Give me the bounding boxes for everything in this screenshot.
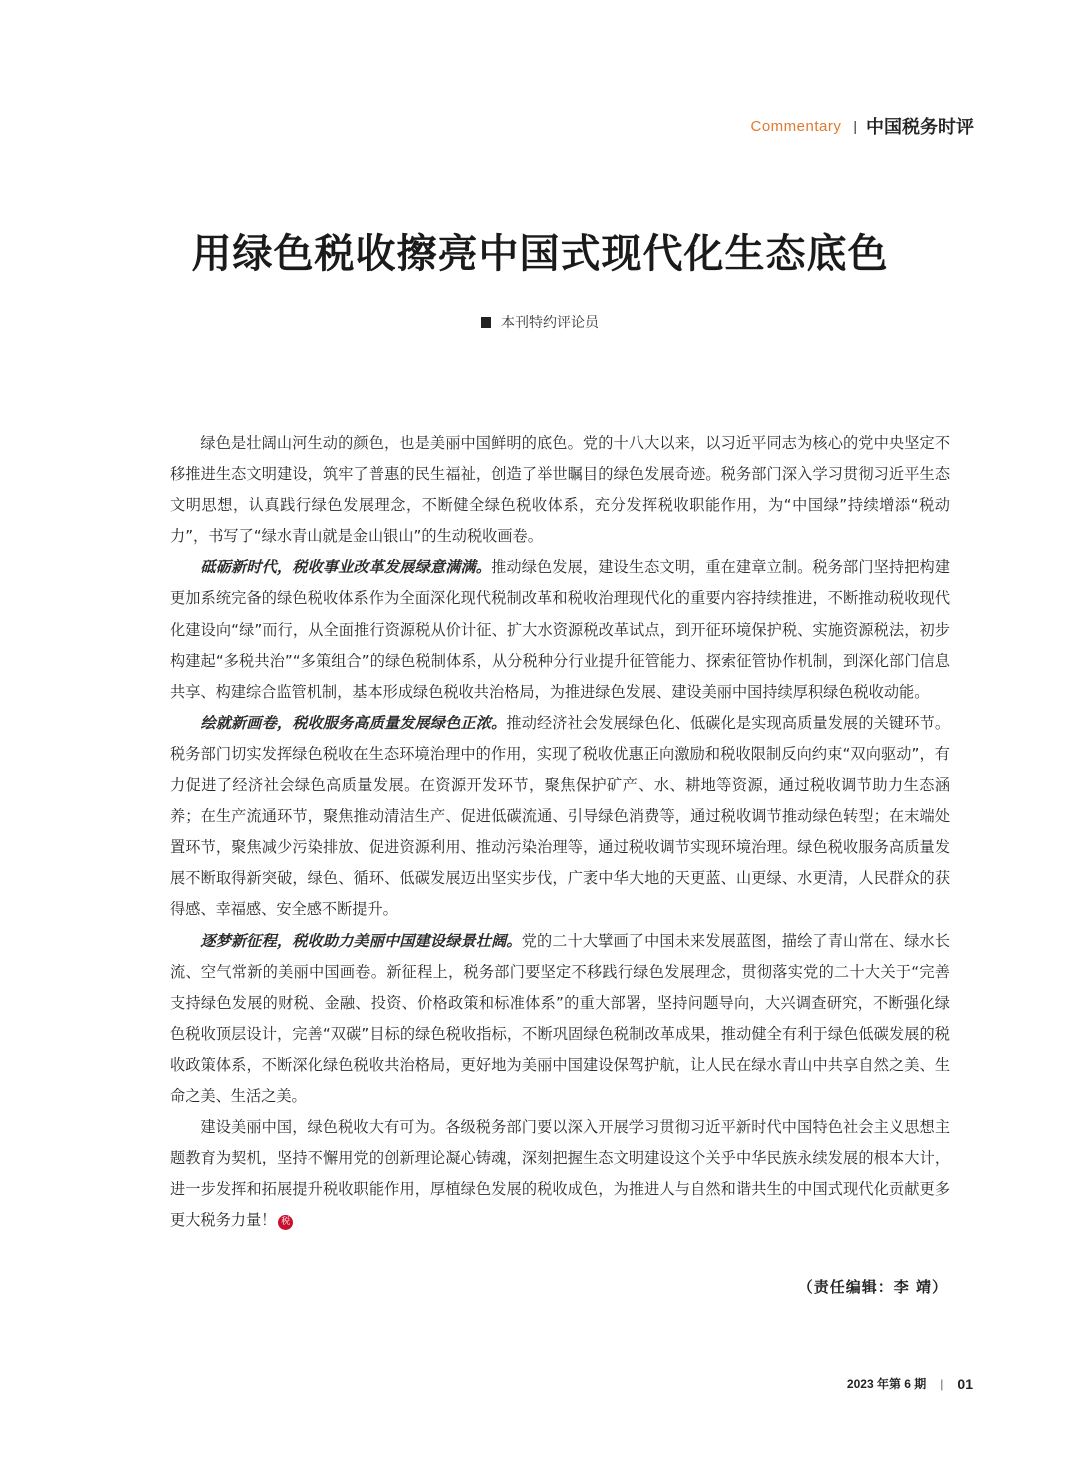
column-title: 中国税务时评 (866, 117, 974, 137)
byline-author: 本刊特约评论员 (501, 315, 599, 331)
paragraph-lead: 砥砺新时代，税收事业改革发展绿意满满。 (200, 558, 492, 577)
paragraph-text: 绿色是壮阔山河生动的颜色，也是美丽中国鲜明的底色。党的十八大以来，以习近平同志为核心的党中央坚定不移推进生态文明建设，筑牢了普惠的民生福祉，创造了举世瞩目的绿色发展奇迹。税务部门深入学习贯彻习近平生态文明思想，认真践行绿色发展理念，不断健全绿色税收体系，充分发挥税收职能作用，为“中国绿”持续增添“税动力”，书写了“绿水青山就是金山银山”的生动税收画卷。 (170, 434, 950, 546)
byline (0, 312, 1080, 332)
article-body (170, 428, 950, 1236)
paragraph-conclusion (170, 1112, 950, 1236)
header-separator: | (853, 118, 857, 134)
paragraph-lead: 绘就新画卷，税收服务高质量发展绿色正浓。 (200, 713, 507, 732)
paragraph-section (170, 552, 950, 707)
paragraph-section (170, 926, 950, 1113)
commentary-label: Commentary (750, 117, 842, 135)
page-number: 01 (957, 1375, 973, 1392)
paragraph-text: 建设美丽中国，绿色税收大有可为。各级税务部门要以深入开展学习贯彻习近平新时代中国特色社会主义思想主题教育为契机，坚持不懈用党的创新理论凝心铸魂，深刻把握生态文明建设这个关乎中华民族永续发展的根本大计，进一步发挥和拓展提升税收职能作用，厚植绿色发展的税收成色，为推进人与自然和谐共生的中国式现代化贡献更多更大税务力量！ (170, 1118, 950, 1230)
paragraph-lead: 逐梦新征程，税收助力美丽中国建设绿景壮阔。 (200, 931, 522, 950)
footer-separator: | (940, 1376, 944, 1391)
column-header (751, 113, 975, 139)
paragraph-intro (170, 428, 950, 552)
responsible-editor: （责任编辑：李 靖） (797, 1278, 948, 1296)
paragraph-text: 党的二十大擘画了中国未来发展蓝图，描绘了青山常在、绿水长流、空气常新的美丽中国画卷。新征程上，税务部门要坚定不移践行绿色发展理念，贯彻落实党的二十大关于“完善支持绿色发展的财税、金融、投资、价格政策和标准体系”的重大部署，坚持问题导向，大兴调查研究，不断强化绿色税收顶层设计，完善“双碳”目标的绿色税收指标，不断巩固绿色税制改革成果，推动健全有利于绿色低碳发展的税收政策体系，不断深化绿色税收共治格局，更好地为美丽中国建设保驾护航，让人民在绿水青山中共享自然之美、生命之美、生活之美。 (170, 931, 951, 1105)
issue-number: 2023 年第 6 期 (846, 1377, 927, 1391)
paragraph-section (170, 708, 950, 926)
article-title: 用绿色税收擦亮中国式现代化生态底色 (191, 230, 889, 277)
paragraph-text: 推动绿色发展，建设生态文明，重在建章立制。税务部门坚持把构建更加系统完备的绿色税收体系作为全面深化现代税制改革和税收治理现代化的重要内容持续推进，不断推动税收现代化建设向“绿”而行，从全面推行资源税从价计征、扩大水资源税改革试点，到开征环境保护税、实施资源税法，初步构建起“多税共治”“多策组合”的绿色税制体系，从分税种分行业提升征管能力、探索征管协作机制，到深化部门信息共享、构建综合监管机制，基本形成绿色税收共治格局，为推进绿色发展、建设美丽中国持续厚积绿色税收动能。 (170, 558, 951, 701)
paragraph-text: 推动经济社会发展绿色化、低碳化是实现高质量发展的关键环节。税务部门切实发挥绿色税收在生态环境治理中的作用，实现了税收优惠正向激励和税收限制反向约束“双向驱动”，有力促进了经济社会绿色高质量发展。在资源开发环节，聚焦保护矿产、水、耕地等资源，通过税收调节助力生态涵养；在生产流通环节，聚焦推动清洁生产、促进低碳流通、引导绿色消费等，通过税收调节推动绿色转型；在末端处置环节，聚焦减少污染排放、促进资源利用、推动污染治理等，通过税收调节实现环境治理。绿色税收服务高质量发展不断取得新突破，绿色、循环、低碳发展迈出坚实步伐，广袤中华大地的天更蓝、山更绿、水更清，人民群众的获得感、幸福感、安全感不断提升。 (170, 713, 951, 919)
page-footer (847, 1375, 973, 1392)
byline-square-icon (481, 317, 491, 328)
tax-end-mark-icon: 税 (278, 1215, 293, 1230)
